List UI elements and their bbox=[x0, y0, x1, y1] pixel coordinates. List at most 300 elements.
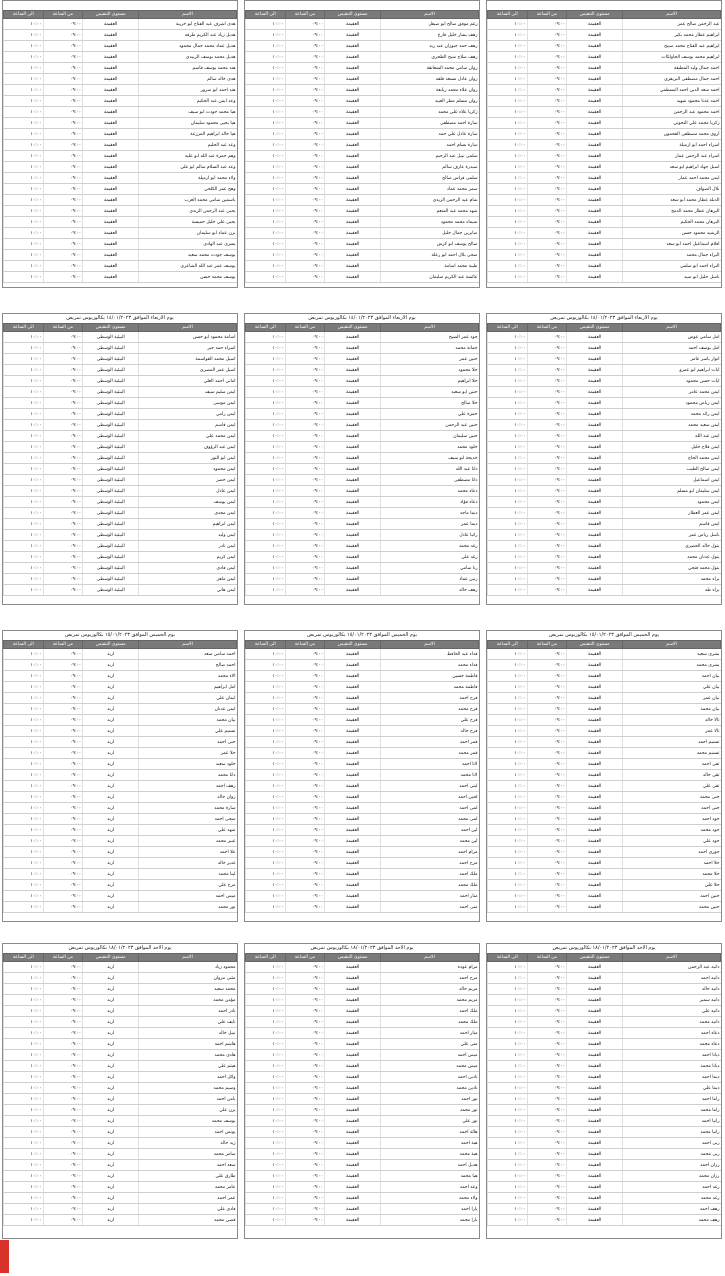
cell-name: رزان محمد bbox=[623, 1171, 721, 1182]
table-row bbox=[4, 162, 237, 173]
cell-name: روان عادل مسعد قلقه bbox=[381, 74, 479, 85]
table-row bbox=[488, 365, 721, 376]
cell-from-hour: ٠٩:٠٠ bbox=[527, 173, 567, 184]
cell-level: العقيمة bbox=[567, 497, 623, 508]
cell-from-hour: ٠٩:٠٠ bbox=[43, 1204, 83, 1215]
cell-name: انوار ياسر عامر bbox=[623, 354, 721, 365]
cell-from-hour: ٠٩:٠٠ bbox=[285, 1039, 325, 1050]
cell-from-hour: ٠٩:٠٠ bbox=[285, 1072, 325, 1083]
cell-level: العقيمة bbox=[325, 1138, 381, 1149]
table-header-row bbox=[246, 11, 479, 19]
cell-level: العقيمة bbox=[567, 1061, 623, 1072]
cell-name: دعاء محمد bbox=[381, 486, 479, 497]
cell-name: باسل خليل ابو سيد bbox=[623, 272, 721, 283]
cell-from-hour: ٠٩:٠٠ bbox=[43, 1039, 83, 1050]
cell-level: العقيمة bbox=[325, 671, 381, 682]
cell-to-hour: ١٠:٠٠ bbox=[488, 1006, 528, 1017]
cell-to-hour: ١٠:٠٠ bbox=[4, 464, 44, 475]
cell-name: دانا مصطفى bbox=[381, 475, 479, 486]
cell-name: سارة احمد مصطفى bbox=[381, 118, 479, 129]
cell-to-hour: ١٠:٠٠ bbox=[246, 1028, 286, 1039]
cell-level: اربد bbox=[83, 973, 139, 984]
cell-name: سمر محمد عماد bbox=[381, 184, 479, 195]
table-row bbox=[4, 1193, 237, 1204]
cell-name: قصي محمد bbox=[139, 1215, 237, 1226]
cell-name: رزان احمد bbox=[623, 1160, 721, 1171]
cell-from-hour: ٠٩:٠٠ bbox=[43, 376, 83, 387]
table-row bbox=[488, 574, 721, 585]
table-row bbox=[4, 880, 237, 891]
cell-from-hour: ٠٩:٠٠ bbox=[527, 19, 567, 30]
cell-level: العقيمة bbox=[325, 869, 381, 880]
header-from-hour: من الساعة bbox=[527, 324, 567, 332]
cell-to-hour: ١٠:٠٠ bbox=[246, 1006, 286, 1017]
cell-to-hour: ١٠:٠٠ bbox=[246, 649, 286, 660]
cell-level: العقيمة bbox=[567, 431, 623, 442]
table-row bbox=[246, 508, 479, 519]
cell-to-hour: ١٠:٠٠ bbox=[4, 781, 44, 792]
cell-name: دانا عبد الله bbox=[381, 464, 479, 475]
cell-name: هيا خالد ابراهيم المرزعة bbox=[139, 129, 237, 140]
cell-name: بيان احمد bbox=[623, 671, 721, 682]
cell-level: العقيمة bbox=[325, 693, 381, 704]
cell-level: العقيمة bbox=[567, 442, 623, 453]
cell-name: ايمن ابو النور bbox=[139, 453, 237, 464]
table-row bbox=[4, 649, 237, 660]
cell-name: وائل احمد bbox=[139, 1072, 237, 1083]
cell-level: العقيمة bbox=[83, 118, 139, 129]
table-row bbox=[488, 74, 721, 85]
cell-to-hour: ١٠:٠٠ bbox=[246, 519, 286, 530]
cell-from-hour: ٠٩:٠٠ bbox=[527, 563, 567, 574]
cell-to-hour: ١٠:٠٠ bbox=[488, 151, 528, 162]
cell-to-hour: ١٠:٠٠ bbox=[246, 453, 286, 464]
cell-to-hour: ١٠:٠٠ bbox=[246, 693, 286, 704]
cell-level: البيئية الوسطى bbox=[83, 354, 139, 365]
cell-name: احمد سعد الدين احمد البسطمي bbox=[623, 85, 721, 96]
schedule-sheet bbox=[2, 943, 238, 1239]
table-row bbox=[246, 206, 479, 217]
cell-level: العقيمة bbox=[83, 107, 139, 118]
cell-to-hour: ١٠:٠٠ bbox=[246, 486, 286, 497]
cell-to-hour: ١٠:٠٠ bbox=[488, 162, 528, 173]
cell-level: العقيمة bbox=[325, 107, 381, 118]
cell-level: العقيمة bbox=[83, 195, 139, 206]
cell-from-hour: ٠٩:٠٠ bbox=[527, 250, 567, 261]
table-row bbox=[246, 239, 479, 250]
cell-to-hour: ١٠:٠٠ bbox=[488, 858, 528, 869]
table-row bbox=[488, 984, 721, 995]
table-row bbox=[488, 250, 721, 261]
header-from-hour: من الساعة bbox=[527, 641, 567, 649]
cell-to-hour: ١٠:٠٠ bbox=[4, 530, 44, 541]
cell-from-hour: ٠٩:٠٠ bbox=[285, 563, 325, 574]
cell-name: وعد عبد السلام سالم ابو علي bbox=[139, 162, 237, 173]
cell-to-hour: ١٠:٠٠ bbox=[246, 1050, 286, 1061]
table-row bbox=[488, 151, 721, 162]
cell-to-hour: ١٠:٠٠ bbox=[488, 1061, 528, 1072]
cell-name: هديل احمد bbox=[381, 1160, 479, 1171]
cell-from-hour: ٠٩:٠٠ bbox=[43, 858, 83, 869]
cell-level: العقيمة bbox=[567, 118, 623, 129]
cell-from-hour: ٠٩:٠٠ bbox=[43, 30, 83, 41]
cell-level: العقيمة bbox=[567, 41, 623, 52]
cell-from-hour: ٠٩:٠٠ bbox=[43, 19, 83, 30]
cell-from-hour: ٠٩:٠٠ bbox=[527, 96, 567, 107]
table-row bbox=[4, 475, 237, 486]
cell-level: العقيمة bbox=[567, 140, 623, 151]
table-row bbox=[488, 880, 721, 891]
cell-name: هديل عماد محمد جمال محمود bbox=[139, 41, 237, 52]
cell-to-hour: ١٠:٠٠ bbox=[4, 332, 44, 343]
cell-name: ايمن ماهر bbox=[139, 574, 237, 585]
cell-level: العقيمة bbox=[325, 649, 381, 660]
table-row bbox=[488, 129, 721, 140]
cell-name: فرح محمد bbox=[381, 704, 479, 715]
cell-to-hour: ١٠:٠٠ bbox=[488, 41, 528, 52]
cell-level: العقيمة bbox=[567, 343, 623, 354]
cell-from-hour: ٠٩:٠٠ bbox=[285, 1204, 325, 1215]
table-row bbox=[246, 671, 479, 682]
cell-from-hour: ٠٩:٠٠ bbox=[285, 759, 325, 770]
cell-level: العقيمة bbox=[325, 486, 381, 497]
cell-to-hour: ١٠:٠٠ bbox=[4, 814, 44, 825]
cell-name: روان علاء محمد ربايعة bbox=[381, 85, 479, 96]
cell-from-hour: ٠٩:٠٠ bbox=[527, 649, 567, 660]
cell-to-hour: ١٠:٠٠ bbox=[4, 995, 44, 1006]
table-row bbox=[488, 1050, 721, 1061]
cell-name: سارة محمد bbox=[139, 803, 237, 814]
cell-from-hour: ٠٩:٠٠ bbox=[43, 1083, 83, 1094]
cell-name: جود علي bbox=[623, 836, 721, 847]
cell-to-hour: ١٠:٠٠ bbox=[4, 206, 44, 217]
cell-level: اربد bbox=[83, 962, 139, 973]
cell-from-hour: ٠٩:٠٠ bbox=[43, 354, 83, 365]
cell-to-hour: ١٠:٠٠ bbox=[246, 726, 286, 737]
cell-from-hour: ٠٩:٠٠ bbox=[43, 995, 83, 1006]
header-to-hour: الى الساعة bbox=[488, 11, 528, 19]
table-row bbox=[246, 272, 479, 283]
header-from-hour: من الساعة bbox=[527, 954, 567, 962]
cell-level: العقيمة bbox=[567, 376, 623, 387]
cell-name: هاشم احمد bbox=[139, 1039, 237, 1050]
cell-to-hour: ١٠:٠٠ bbox=[246, 1193, 286, 1204]
cell-name: رهف حمد جيوزان عبد ربه bbox=[381, 41, 479, 52]
cell-to-hour: ١٠:٠٠ bbox=[4, 19, 44, 30]
cell-name: نادين احمد bbox=[381, 1072, 479, 1083]
table-row bbox=[246, 442, 479, 453]
table-row bbox=[246, 228, 479, 239]
table-row bbox=[4, 96, 237, 107]
cell-from-hour: ٠٩:٠٠ bbox=[527, 365, 567, 376]
header-to-hour: الى الساعة bbox=[246, 954, 286, 962]
cell-level: البيئية الوسطى bbox=[83, 585, 139, 596]
schedule-sheet bbox=[244, 0, 480, 288]
cell-from-hour: ٠٩:٠٠ bbox=[43, 442, 83, 453]
cell-from-hour: ٠٩:٠٠ bbox=[527, 704, 567, 715]
schedule-sheet bbox=[486, 943, 722, 1239]
cell-to-hour: ١٠:٠٠ bbox=[4, 486, 44, 497]
cell-level: البيئية الوسطى bbox=[83, 332, 139, 343]
table-row bbox=[488, 206, 721, 217]
cell-from-hour: ٠٩:٠٠ bbox=[43, 748, 83, 759]
header-name: الاسم bbox=[139, 641, 237, 649]
cell-to-hour: ١٠:٠٠ bbox=[4, 63, 44, 74]
cell-name: احمد محمود عبد الرحمن bbox=[623, 107, 721, 118]
cell-level: العقيمة bbox=[567, 984, 623, 995]
table-row bbox=[246, 803, 479, 814]
cell-name: نبيل خالد bbox=[139, 1028, 237, 1039]
cell-to-hour: ١٠:٠٠ bbox=[488, 671, 528, 682]
schedule-table bbox=[245, 953, 479, 1226]
table-row bbox=[488, 693, 721, 704]
cell-from-hour: ٠٩:٠٠ bbox=[43, 530, 83, 541]
cell-level: العقيمة bbox=[325, 442, 381, 453]
cell-level: العقيمة bbox=[83, 173, 139, 184]
cell-level: العقيمة bbox=[567, 1072, 623, 1083]
cell-level: العقيمة bbox=[325, 272, 381, 283]
cell-from-hour: ٠٩:٠٠ bbox=[43, 973, 83, 984]
cell-name: حنين محمد bbox=[623, 902, 721, 913]
cell-from-hour: ٠٩:٠٠ bbox=[527, 1050, 567, 1061]
table-row bbox=[4, 770, 237, 781]
cell-from-hour: ٠٩:٠٠ bbox=[285, 574, 325, 585]
cell-from-hour: ٠٩:٠٠ bbox=[527, 962, 567, 973]
cell-from-hour: ٠٩:٠٠ bbox=[43, 420, 83, 431]
cell-to-hour: ١٠:٠٠ bbox=[246, 1072, 286, 1083]
cell-to-hour: ١٠:٠٠ bbox=[488, 737, 528, 748]
cell-name: دانيه محمد bbox=[623, 1017, 721, 1028]
cell-to-hour: ١٠:٠٠ bbox=[246, 660, 286, 671]
cell-level: العقيمة bbox=[325, 41, 381, 52]
cell-name: صابرين جمال خليل bbox=[381, 228, 479, 239]
cell-to-hour: ١٠:٠٠ bbox=[246, 1039, 286, 1050]
cell-name: يوسف جودت محمد سعيد bbox=[139, 250, 237, 261]
table-row bbox=[246, 995, 479, 1006]
cell-from-hour: ٠٩:٠٠ bbox=[43, 671, 83, 682]
cell-from-hour: ٠٩:٠٠ bbox=[527, 1072, 567, 1083]
cell-name: بتول عدنان محمد bbox=[623, 552, 721, 563]
cell-from-hour: ٠٩:٠٠ bbox=[285, 261, 325, 272]
cell-level: العقيمة bbox=[325, 836, 381, 847]
table-row bbox=[4, 239, 237, 250]
table-row bbox=[4, 354, 237, 365]
table-row bbox=[488, 162, 721, 173]
cell-to-hour: ١٠:٠٠ bbox=[4, 151, 44, 162]
cell-name: لجين احمد bbox=[381, 792, 479, 803]
header-name: الاسم bbox=[623, 641, 721, 649]
header-name: الاسم bbox=[381, 954, 479, 962]
cell-name: سجى احمد bbox=[139, 814, 237, 825]
table-row bbox=[488, 1105, 721, 1116]
cell-from-hour: ٠٩:٠٠ bbox=[285, 184, 325, 195]
cell-from-hour: ٠٩:٠٠ bbox=[285, 891, 325, 902]
cell-name: ايمن عبد الرؤوف bbox=[139, 442, 237, 453]
cell-name: فادي علي bbox=[139, 1204, 237, 1215]
cell-level: العقيمة bbox=[567, 803, 623, 814]
cell-from-hour: ٠٩:٠٠ bbox=[43, 1116, 83, 1127]
cell-name: لانا محمد bbox=[381, 770, 479, 781]
cell-level: العقيمة bbox=[83, 96, 139, 107]
cell-to-hour: ١٠:٠٠ bbox=[488, 118, 528, 129]
table-row bbox=[4, 836, 237, 847]
cell-level: العقيمة bbox=[567, 759, 623, 770]
cell-name: وهج عمر الكلحي bbox=[139, 184, 237, 195]
table-row bbox=[246, 704, 479, 715]
cell-name: ديانا احمد bbox=[623, 1050, 721, 1061]
cell-name: هيثم علي bbox=[139, 1061, 237, 1072]
cell-from-hour: ٠٩:٠٠ bbox=[43, 431, 83, 442]
cell-name: تالا خالد bbox=[623, 715, 721, 726]
cell-to-hour: ١٠:٠٠ bbox=[4, 704, 44, 715]
cell-level: العقيمة bbox=[83, 217, 139, 228]
table-row bbox=[246, 1061, 479, 1072]
cell-to-hour: ١٠:٠٠ bbox=[4, 453, 44, 464]
cell-level: اربد bbox=[83, 984, 139, 995]
cell-level: البيئية الوسطى bbox=[83, 420, 139, 431]
table-row bbox=[246, 693, 479, 704]
cell-level: اربد bbox=[83, 1193, 139, 1204]
cell-name: الدبله عطار محمد ابو سعد bbox=[623, 195, 721, 206]
cell-from-hour: ٠٩:٠٠ bbox=[527, 398, 567, 409]
cell-name: يوسف محمد bbox=[139, 1116, 237, 1127]
cell-to-hour: ١٠:٠٠ bbox=[246, 151, 286, 162]
cell-level: العقيمة bbox=[325, 1171, 381, 1182]
table-row bbox=[4, 519, 237, 530]
table-row bbox=[246, 453, 479, 464]
cell-from-hour: ٠٩:٠٠ bbox=[43, 398, 83, 409]
cell-level: العقيمة bbox=[567, 1017, 623, 1028]
cell-name: يزن علي bbox=[139, 1105, 237, 1116]
cell-level: اربد bbox=[83, 1050, 139, 1061]
header-name: الاسم bbox=[623, 324, 721, 332]
table-row bbox=[246, 1116, 479, 1127]
cell-to-hour: ١٠:٠٠ bbox=[488, 1105, 528, 1116]
table-row bbox=[246, 836, 479, 847]
cell-level: البيئية الوسطى bbox=[83, 552, 139, 563]
table-row bbox=[4, 1127, 237, 1138]
cell-name: ايات حسن محمود bbox=[623, 376, 721, 387]
cell-name: نادين محمد bbox=[381, 1083, 479, 1094]
header-to-hour: الى الساعة bbox=[246, 11, 286, 19]
cell-level: اربد bbox=[83, 814, 139, 825]
cell-level: اربد bbox=[83, 902, 139, 913]
cell-level: العقيمة bbox=[325, 409, 381, 420]
cell-to-hour: ١٠:٠٠ bbox=[4, 1138, 44, 1149]
table-row bbox=[246, 118, 479, 129]
cell-from-hour: ٠٩:٠٠ bbox=[527, 85, 567, 96]
cell-from-hour: ٠٩:٠٠ bbox=[527, 973, 567, 984]
cell-name: يامن احمد bbox=[139, 1094, 237, 1105]
cell-name: وعد ايمن عبد الحكيم bbox=[139, 96, 237, 107]
cell-level: البيئية الوسطى bbox=[83, 530, 139, 541]
cell-from-hour: ٠٩:٠٠ bbox=[285, 737, 325, 748]
table-row bbox=[246, 151, 479, 162]
cell-from-hour: ٠٩:٠٠ bbox=[43, 880, 83, 891]
cell-name: بيان محمد bbox=[623, 704, 721, 715]
cell-name: ايمن قاسم bbox=[139, 420, 237, 431]
cell-name: ايمن اسماعيل bbox=[623, 475, 721, 486]
cell-level: العقيمة bbox=[567, 880, 623, 891]
cell-to-hour: ١٠:٠٠ bbox=[4, 85, 44, 96]
cell-level: العقيمة bbox=[325, 1050, 381, 1061]
cell-to-hour: ١٠:٠٠ bbox=[4, 962, 44, 973]
cell-name: احمد سامي سعد bbox=[139, 649, 237, 660]
cell-from-hour: ٠٩:٠٠ bbox=[43, 272, 83, 283]
cell-from-hour: ٠٩:٠٠ bbox=[285, 1127, 325, 1138]
table-row bbox=[488, 184, 721, 195]
header-level: مستوى التنقيس bbox=[325, 641, 381, 649]
cell-to-hour: ١٠:٠٠ bbox=[4, 792, 44, 803]
cell-from-hour: ٠٩:٠٠ bbox=[43, 1160, 83, 1171]
cell-level: العقيمة bbox=[567, 85, 623, 96]
cell-name: شيماء محمد محمود bbox=[381, 217, 479, 228]
table-row bbox=[488, 671, 721, 682]
cell-from-hour: ٠٩:٠٠ bbox=[527, 184, 567, 195]
cell-to-hour: ١٠:٠٠ bbox=[246, 365, 286, 376]
header-to-hour: الى الساعة bbox=[4, 641, 44, 649]
table-row bbox=[4, 431, 237, 442]
cell-from-hour: ٠٩:٠٠ bbox=[285, 973, 325, 984]
cell-to-hour: ١٠:٠٠ bbox=[488, 962, 528, 973]
cell-to-hour: ١٠:٠٠ bbox=[488, 715, 528, 726]
schedule-sheet bbox=[486, 313, 722, 605]
cell-level: العقيمة bbox=[325, 74, 381, 85]
cell-name: ابراهيم محمد يوسف الجاولكات bbox=[623, 52, 721, 63]
table-row bbox=[4, 715, 237, 726]
table-row bbox=[488, 343, 721, 354]
cell-to-hour: ١٠:٠٠ bbox=[488, 420, 528, 431]
table-row bbox=[4, 1149, 237, 1160]
table-row bbox=[4, 984, 237, 995]
cell-from-hour: ٠٩:٠٠ bbox=[43, 836, 83, 847]
cell-to-hour: ١٠:٠٠ bbox=[4, 880, 44, 891]
cell-from-hour: ٠٩:٠٠ bbox=[527, 1193, 567, 1204]
cell-to-hour: ١٠:٠٠ bbox=[488, 19, 528, 30]
table-row bbox=[246, 1105, 479, 1116]
table-row bbox=[4, 442, 237, 453]
cell-from-hour: ٠٩:٠٠ bbox=[43, 704, 83, 715]
cell-to-hour: ١٠:٠٠ bbox=[4, 239, 44, 250]
cell-from-hour: ٠٩:٠٠ bbox=[527, 420, 567, 431]
cell-name: رنا سامي bbox=[381, 563, 479, 574]
table-row bbox=[246, 530, 479, 541]
cell-name: رغد محمد bbox=[623, 1193, 721, 1204]
cell-from-hour: ٠٩:٠٠ bbox=[527, 1138, 567, 1149]
cell-to-hour: ١٠:٠٠ bbox=[4, 475, 44, 486]
cell-name: بتول خالد الحصري bbox=[623, 541, 721, 552]
cell-name: اروي محمد مصطفى الفحمون bbox=[623, 129, 721, 140]
header-name: الاسم bbox=[139, 954, 237, 962]
cell-from-hour: ٠٩:٠٠ bbox=[285, 398, 325, 409]
cell-to-hour: ١٠:٠٠ bbox=[4, 519, 44, 530]
cell-name: اماني احمد العلي bbox=[139, 376, 237, 387]
table-row bbox=[488, 398, 721, 409]
cell-to-hour: ١٠:٠٠ bbox=[488, 693, 528, 704]
cell-name: اسيل محمد القواسمة bbox=[139, 354, 237, 365]
cell-level: العقيمة bbox=[325, 552, 381, 563]
table-row bbox=[488, 858, 721, 869]
cell-name: اسراء احمد ابو ارميلة bbox=[623, 140, 721, 151]
table-row bbox=[488, 85, 721, 96]
table-row bbox=[4, 541, 237, 552]
cell-level: العقيمة bbox=[567, 541, 623, 552]
table-row bbox=[246, 19, 479, 30]
cell-from-hour: ٠٩:٠٠ bbox=[285, 96, 325, 107]
cell-name: ميس احمد bbox=[139, 891, 237, 902]
cell-to-hour: ١٠:٠٠ bbox=[4, 803, 44, 814]
cell-name: هدى خالد سالم bbox=[139, 74, 237, 85]
